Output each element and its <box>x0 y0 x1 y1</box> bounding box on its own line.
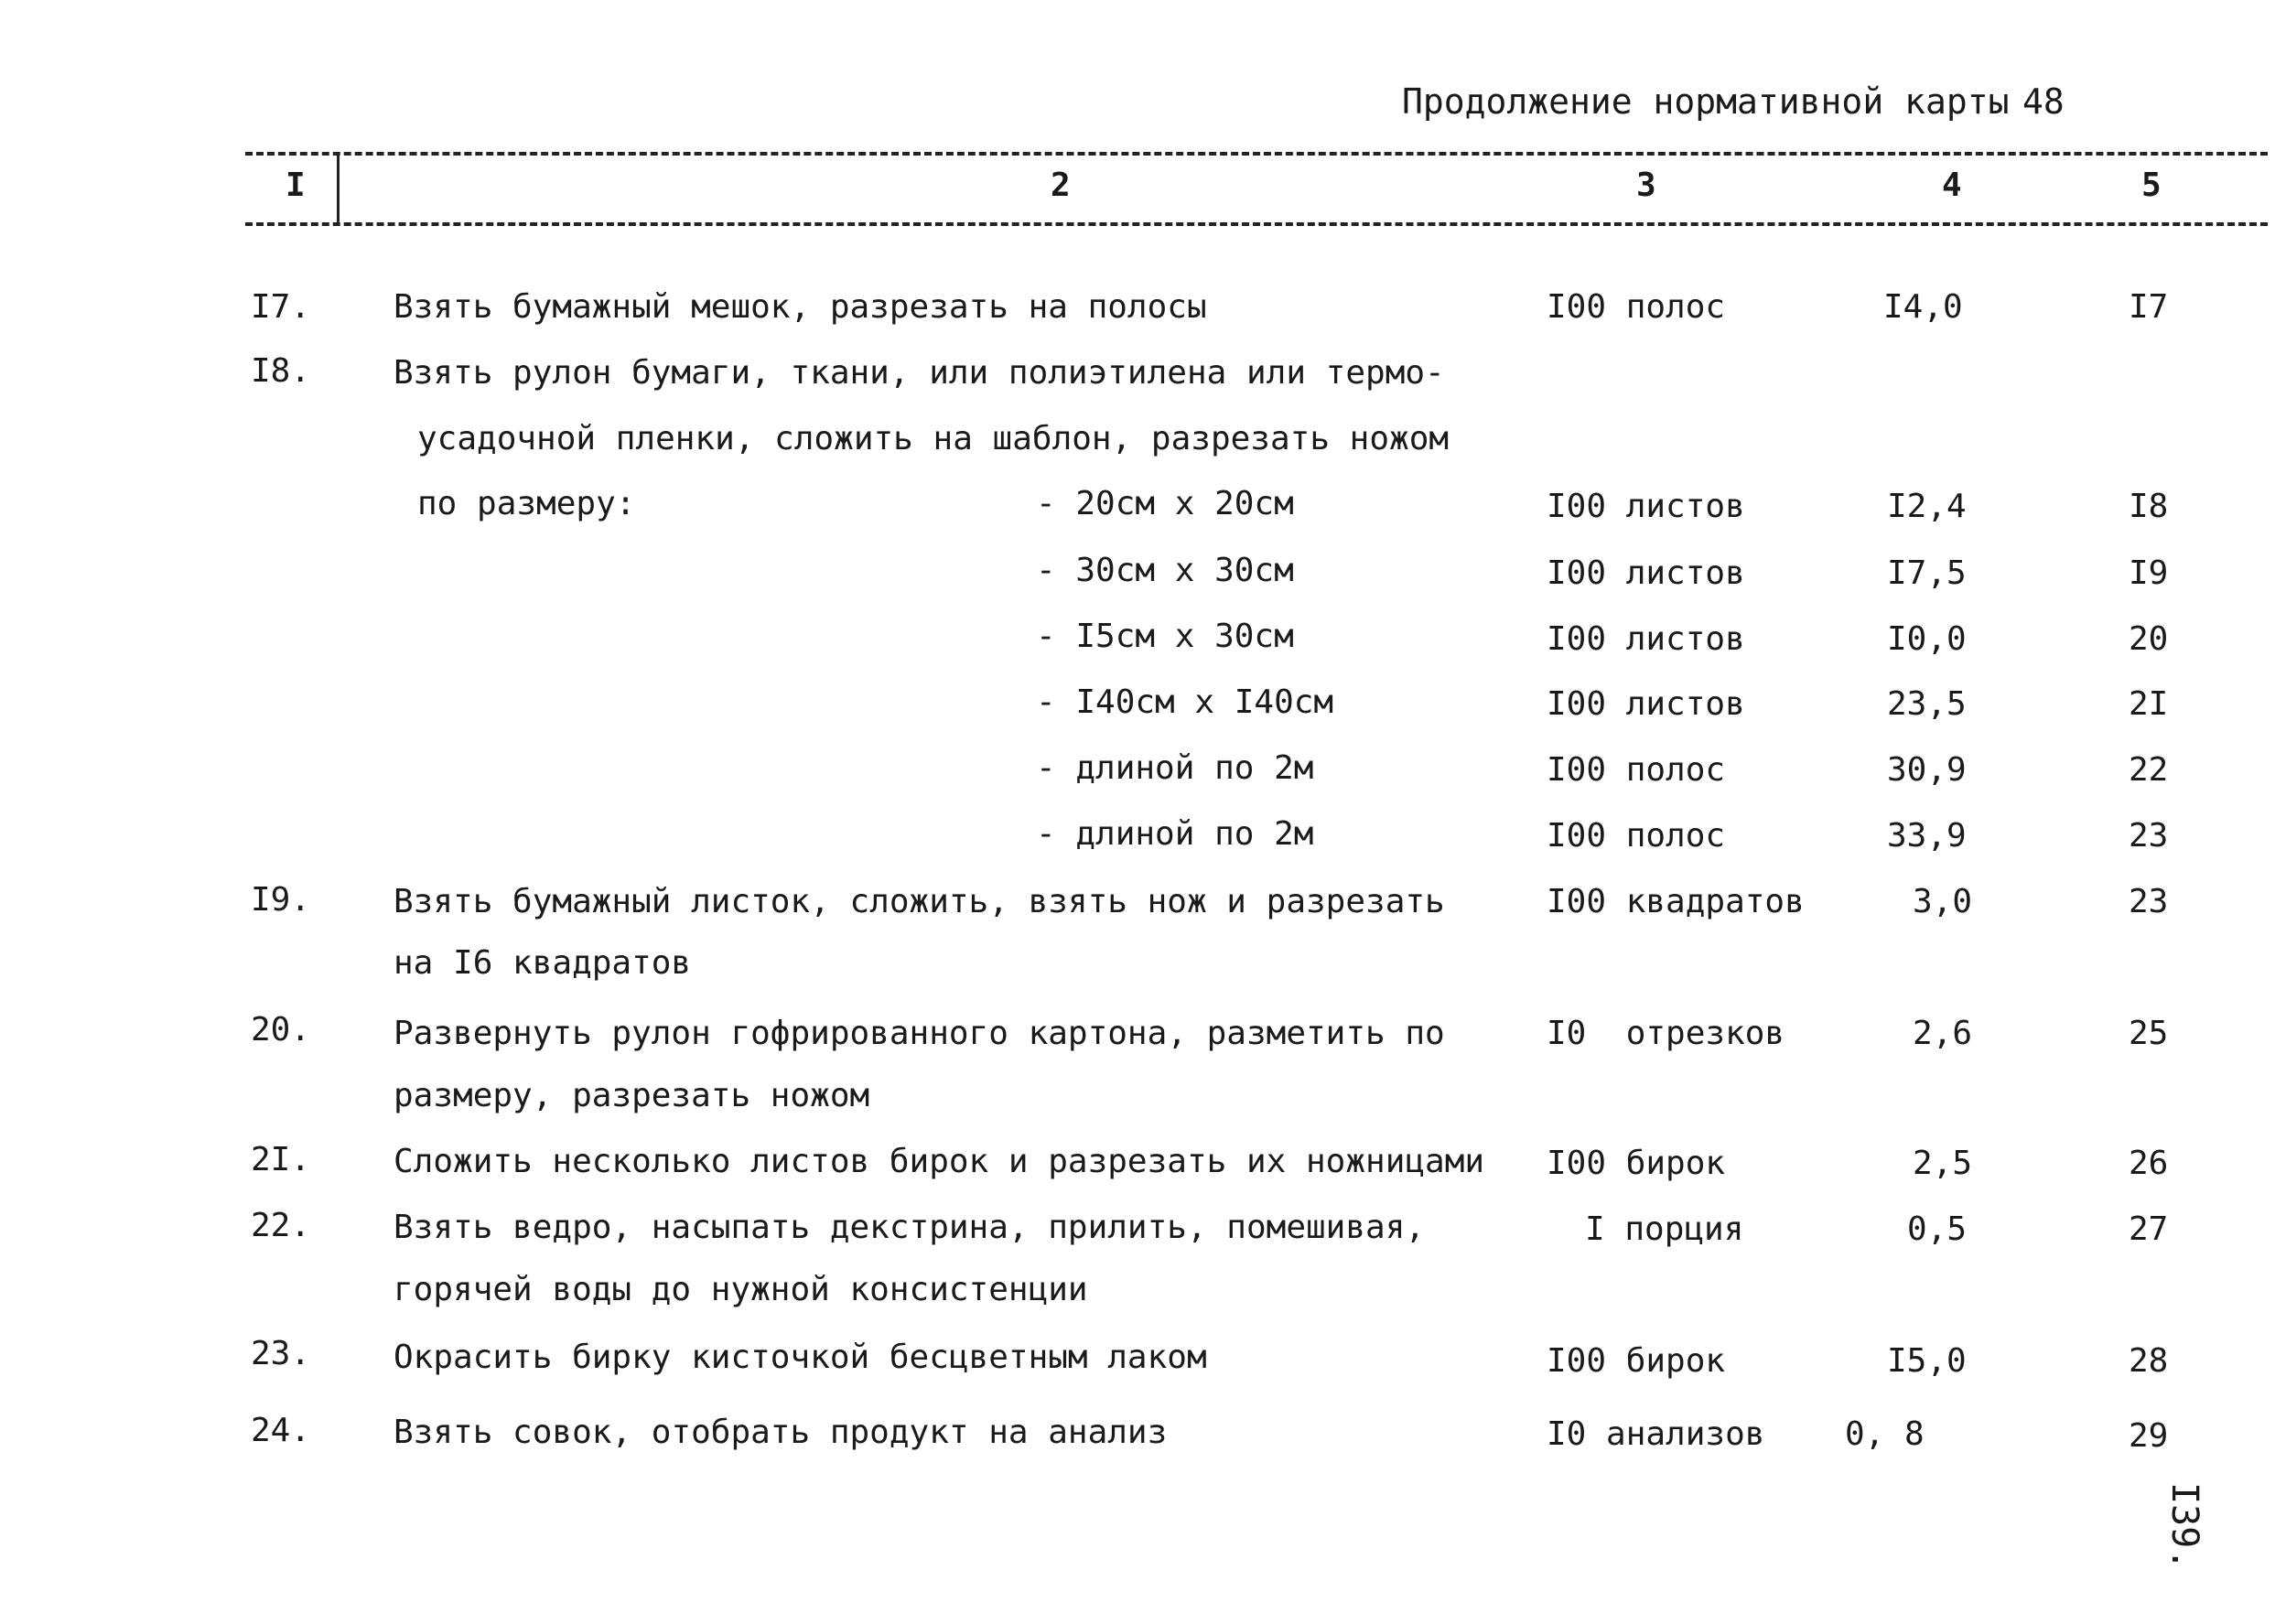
row-text: Сложить несколько листов бирок и разрезать их ножницами <box>394 1143 1485 1180</box>
header-column-divider <box>337 154 340 225</box>
sub-unit: I00 листов <box>1547 554 1745 592</box>
sub-unit: I00 полос <box>1547 751 1726 789</box>
row-text: Взять рулон бумаги, ткани, или полиэтилена или термо- <box>394 354 1445 392</box>
row-ref: 28 <box>2129 1342 2169 1380</box>
sub-unit: I00 листов <box>1547 685 1745 723</box>
header-top-rule <box>245 152 2268 156</box>
sub-label: - длиной по 2м <box>1036 815 1314 853</box>
row-text: Взять бумажный листок, сложить, взять нож и разрезать <box>394 883 1445 920</box>
col-header-5: 5 <box>2141 167 2162 204</box>
sub-value: 30,9 <box>1887 751 1967 789</box>
row-value: I5,0 <box>1887 1342 1967 1380</box>
row-number: I7. <box>251 288 311 326</box>
row-ref: 25 <box>2129 1015 2169 1052</box>
row-text: горячей воды до нужной консистенции <box>394 1271 1088 1308</box>
row-value: 0, 8 <box>1845 1415 1925 1453</box>
col-header-1: I <box>286 167 306 204</box>
row-ref: 23 <box>2129 883 2169 920</box>
row-number: 20. <box>251 1011 311 1049</box>
row-value: 2,5 <box>1913 1145 1973 1182</box>
row-unit: I00 бирок <box>1547 1342 1726 1380</box>
header-title: Продолжение нормативной карты <box>1402 81 2010 122</box>
row-ref: I7 <box>2129 288 2169 326</box>
sub-ref: 22 <box>2129 751 2169 789</box>
row-number: I8. <box>251 352 311 390</box>
sub-ref: 23 <box>2129 817 2169 855</box>
row-number: 24. <box>251 1412 311 1449</box>
sub-ref: I9 <box>2129 554 2169 592</box>
row-text: Развернуть рулон гофрированного картона, разметить по <box>394 1015 1445 1052</box>
row-ref: 27 <box>2129 1210 2169 1248</box>
sub-ref: I8 <box>2129 488 2169 525</box>
row-text: усадочной пленки, сложить на шаблон, разрезать ножом <box>417 420 1450 457</box>
sub-label: - 20см х 20см <box>1036 485 1294 522</box>
page-number: I39. <box>2163 1482 2205 1571</box>
row-number: I9. <box>251 881 311 919</box>
row-unit: I00 полос <box>1547 288 1726 326</box>
sub-unit: I00 полос <box>1547 817 1726 855</box>
col-header-2: 2 <box>1051 167 1071 204</box>
row-unit: I0 отрезков <box>1547 1015 1785 1052</box>
sub-label: - I5см х 30см <box>1036 618 1294 655</box>
row-text: по размеру: <box>417 485 636 522</box>
sub-value: 33,9 <box>1887 817 1967 855</box>
sub-label: - 30см х 30см <box>1036 552 1294 589</box>
sub-ref: 2I <box>2129 685 2169 723</box>
sub-ref: 20 <box>2129 620 2169 658</box>
col-header-3: 3 <box>1636 167 1656 204</box>
row-unit: I00 бирок <box>1547 1145 1726 1182</box>
sub-value: I2,4 <box>1887 488 1967 525</box>
row-number: 22. <box>251 1207 311 1244</box>
sub-value: I7,5 <box>1887 554 1967 592</box>
row-unit: I00 квадратов <box>1547 883 1805 920</box>
row-value: 3,0 <box>1913 883 1973 920</box>
row-ref: 29 <box>2129 1417 2169 1455</box>
row-text: Взять ведро, насыпать декстрина, прилить, помешивая, <box>394 1209 1426 1246</box>
row-text: Окрасить бирку кисточкой бесцветным лаком <box>394 1339 1207 1376</box>
row-unit: I0 анализов <box>1547 1415 1765 1453</box>
row-value: I4,0 <box>1883 288 1963 326</box>
row-text: Взять бумажный мешок, разрезать на полосы <box>394 288 1207 326</box>
row-text: размеру, разрезать ножом <box>394 1077 870 1114</box>
sub-unit: I00 листов <box>1547 620 1745 658</box>
sub-value: 23,5 <box>1887 685 1967 723</box>
row-number: 2I. <box>251 1141 311 1178</box>
row-ref: 26 <box>2129 1145 2169 1182</box>
col-header-4: 4 <box>1942 167 1962 204</box>
row-text: на I6 квадратов <box>394 944 692 982</box>
sub-label: - длиной по 2м <box>1036 749 1314 787</box>
row-value: 2,6 <box>1913 1015 1973 1052</box>
sub-value: I0,0 <box>1887 620 1967 658</box>
row-number: 23. <box>251 1335 311 1372</box>
sub-unit: I00 листов <box>1547 488 1745 525</box>
row-value: 0,5 <box>1907 1210 1968 1248</box>
header-bottom-rule <box>245 222 2268 226</box>
row-text: Взять совок, отобрать продукт на анализ <box>394 1414 1168 1451</box>
row-unit: I порция <box>1585 1210 1744 1248</box>
card-number: 48 <box>2022 81 2065 122</box>
sub-label: - I40см х I40см <box>1036 683 1334 721</box>
